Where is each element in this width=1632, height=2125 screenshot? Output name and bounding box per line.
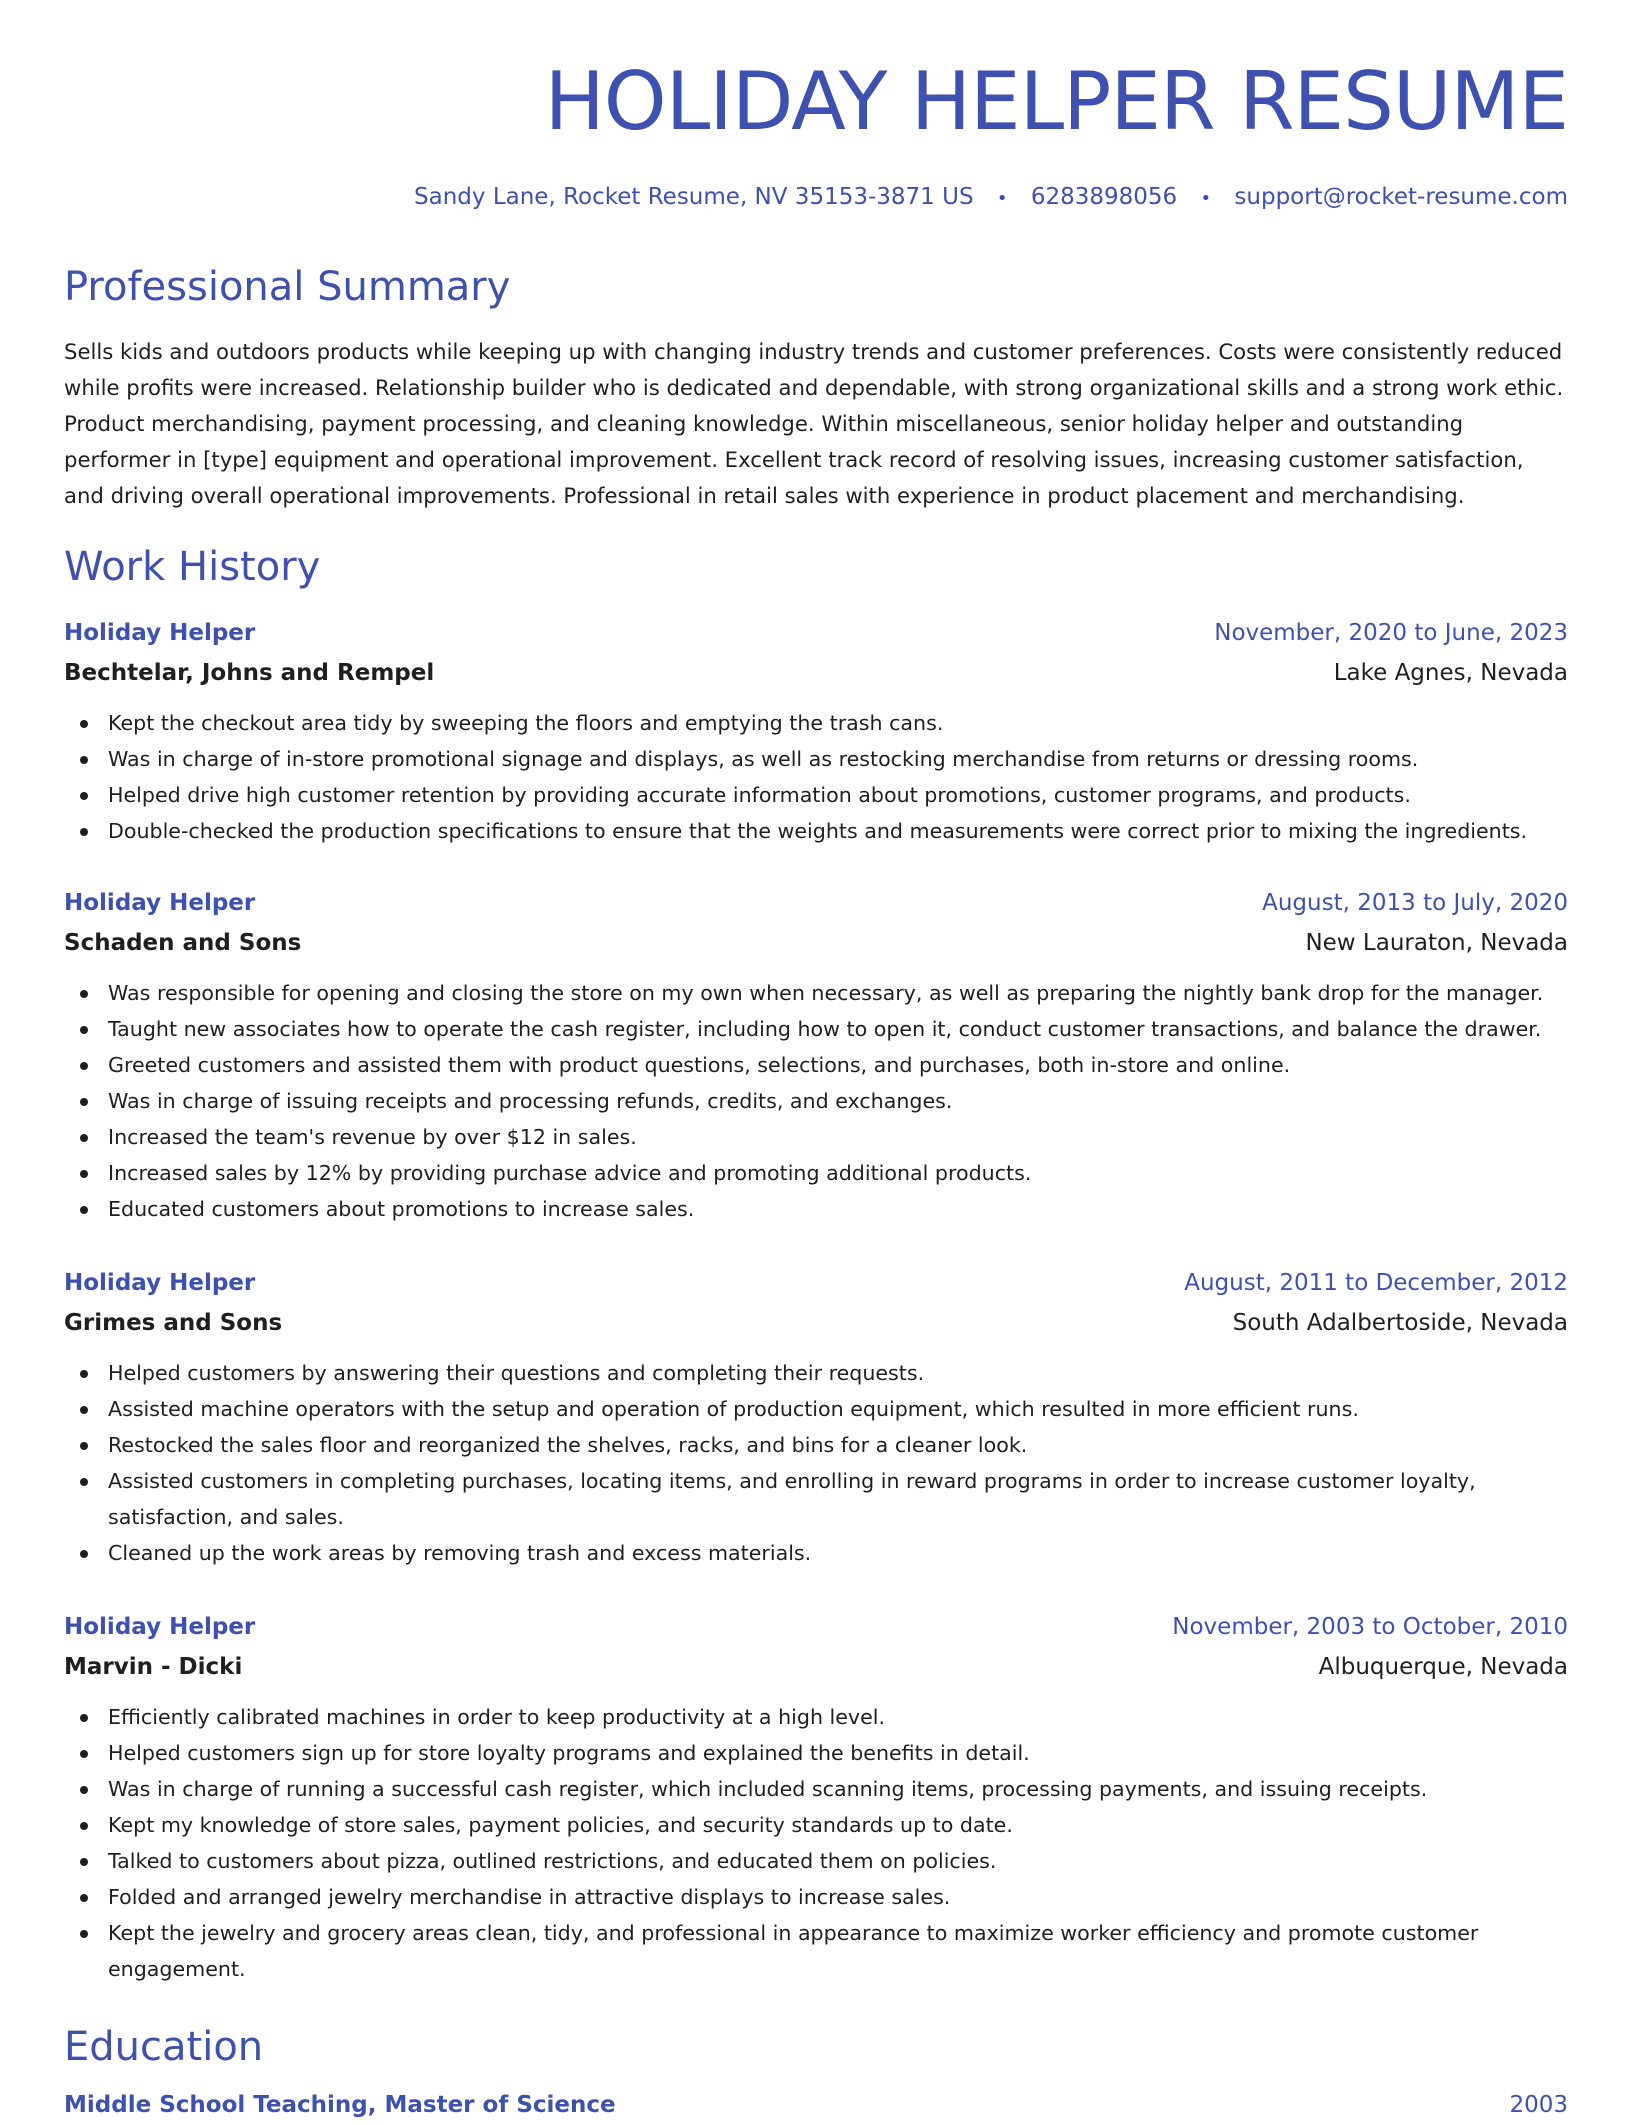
job-title: Holiday Helper — [64, 1270, 256, 1296]
job-bullet-list — [64, 705, 1568, 849]
job-bullet-list — [64, 975, 1568, 1227]
job-company: Schaden and Sons — [64, 930, 302, 956]
job-bullet: Was in charge of issuing receipts and processing refunds, credits, and exchanges. — [64, 1083, 1568, 1119]
job-title: Holiday Helper — [64, 890, 256, 916]
job-title: Holiday Helper — [64, 620, 256, 646]
job-bullet: Double-checked the production specifications to ensure that the weights and measurements were correct prior to mixing the ingredients. — [64, 813, 1568, 849]
job-header-row — [64, 1607, 1568, 1647]
job-bullet: Cleaned up the work areas by removing trash and excess materials. — [64, 1535, 1568, 1571]
education-year: 2003 — [1509, 2092, 1568, 2118]
contact-separator: • — [996, 188, 1008, 209]
job-bullet: Efficiently calibrated machines in order to keep productivity at a high level. — [64, 1699, 1568, 1735]
contact-line — [414, 180, 1568, 216]
summary-text: Sells kids and outdoors products while keeping up with changing industry trends and customer preferences. Costs were consistently reduced while profits were increased. Relationship builder who is dedicated and dependable, with strong organizational skills and a strong work ethic. Product merchandising, payment processing, and cleaning knowledge. Within miscellaneous, senior holiday helper and outstanding performer in [type] equipment and operational improvement. Excellent track record of resolving issues, increasing customer satisfaction, and driving overall operational improvements. Professional in retail sales with experience in product placement and merchandising. — [64, 339, 1564, 508]
job-company: Grimes and Sons — [64, 1310, 283, 1336]
job-bullet: Kept the checkout area tidy by sweeping the floors and emptying the trash cans. — [64, 705, 1568, 741]
job-dates: November, 2020 to June, 2023 — [1214, 620, 1568, 646]
job-bullet: Helped drive high customer retention by providing accurate information about promotions, customer programs, and products. — [64, 777, 1568, 813]
job-entry — [64, 613, 1568, 849]
job-company: Marvin - Dicki — [64, 1654, 243, 1680]
job-bullet: Was in charge of in-store promotional signage and displays, as well as restocking merchandise from returns or dressing rooms. — [64, 741, 1568, 777]
job-bullet: Educated customers about promotions to increase sales. — [64, 1191, 1568, 1227]
education-entry — [64, 2085, 1568, 2125]
job-bullet: Kept the jewelry and grocery areas clean, tidy, and professional in appearance to maximize worker efficiency and promote customer engagement. — [64, 1915, 1568, 1987]
contact-email: support@rocket-resume.com — [1234, 184, 1568, 210]
job-bullet-list — [64, 1699, 1568, 1987]
job-company: Bechtelar, Johns and Rempel — [64, 660, 435, 686]
job-bullet: Increased sales by 12% by providing purchase advice and promoting additional products. — [64, 1155, 1568, 1191]
work-history-heading: Work History — [64, 544, 321, 590]
summary-heading: Professional Summary — [64, 264, 511, 310]
job-dates: August, 2013 to July, 2020 — [1262, 890, 1568, 916]
resume-title: HOLIDAY HELPER RESUME — [544, 55, 1568, 148]
job-location: Albuquerque, Nevada — [1318, 1654, 1568, 1680]
job-bullet: Assisted customers in completing purchases, locating items, and enrolling in reward programs in order to increase customer loyalty, satisfaction, and sales. — [64, 1463, 1568, 1535]
education-degree: Middle School Teaching, Master of Science — [64, 2092, 616, 2118]
job-entry — [64, 1263, 1568, 1571]
job-location: New Lauraton, Nevada — [1305, 930, 1568, 956]
contact-separator: • — [1200, 188, 1212, 209]
job-title: Holiday Helper — [64, 1614, 256, 1640]
job-dates: November, 2003 to October, 2010 — [1172, 1614, 1568, 1640]
job-company-row — [64, 1647, 1568, 1687]
job-company-row — [64, 923, 1568, 963]
job-header-row — [64, 613, 1568, 653]
job-location: South Adalbertoside, Nevada — [1232, 1310, 1568, 1336]
job-bullet: Kept my knowledge of store sales, payment policies, and security standards up to date. — [64, 1807, 1568, 1843]
job-location: Lake Agnes, Nevada — [1333, 660, 1568, 686]
job-bullet-list — [64, 1355, 1568, 1571]
job-header-row — [64, 883, 1568, 923]
job-entry — [64, 883, 1568, 1227]
job-bullet: Was responsible for opening and closing the store on my own when necessary, as well as preparing the nightly bank drop for the manager. — [64, 975, 1568, 1011]
job-bullet: Taught new associates how to operate the cash register, including how to open it, conduct customer transactions, and balance the drawer. — [64, 1011, 1568, 1047]
contact-address: Sandy Lane, Rocket Resume, NV 35153-3871 US — [414, 184, 974, 210]
job-bullet: Helped customers by answering their questions and completing their requests. — [64, 1355, 1568, 1391]
job-bullet: Folded and arranged jewelry merchandise in attractive displays to increase sales. — [64, 1879, 1568, 1915]
job-company-row — [64, 653, 1568, 693]
job-bullet: Restocked the sales floor and reorganized the shelves, racks, and bins for a cleaner look. — [64, 1427, 1568, 1463]
job-bullet: Helped customers sign up for store loyalty programs and explained the benefits in detail. — [64, 1735, 1568, 1771]
job-company-row — [64, 1303, 1568, 1343]
job-bullet: Increased the team's revenue by over $12 in sales. — [64, 1119, 1568, 1155]
job-entry — [64, 1607, 1568, 1987]
contact-phone: 6283898056 — [1030, 184, 1178, 210]
education-heading: Education — [64, 2024, 264, 2070]
job-header-row — [64, 1263, 1568, 1303]
job-bullet: Greeted customers and assisted them with product questions, selections, and purchases, both in-store and online. — [64, 1047, 1568, 1083]
job-bullet: Was in charge of running a successful cash register, which included scanning items, processing payments, and issuing receipts. — [64, 1771, 1568, 1807]
job-bullet: Assisted machine operators with the setup and operation of production equipment, which resulted in more efficient runs. — [64, 1391, 1568, 1427]
job-dates: August, 2011 to December, 2012 — [1184, 1270, 1568, 1296]
job-bullet: Talked to customers about pizza, outlined restrictions, and educated them on policies. — [64, 1843, 1568, 1879]
